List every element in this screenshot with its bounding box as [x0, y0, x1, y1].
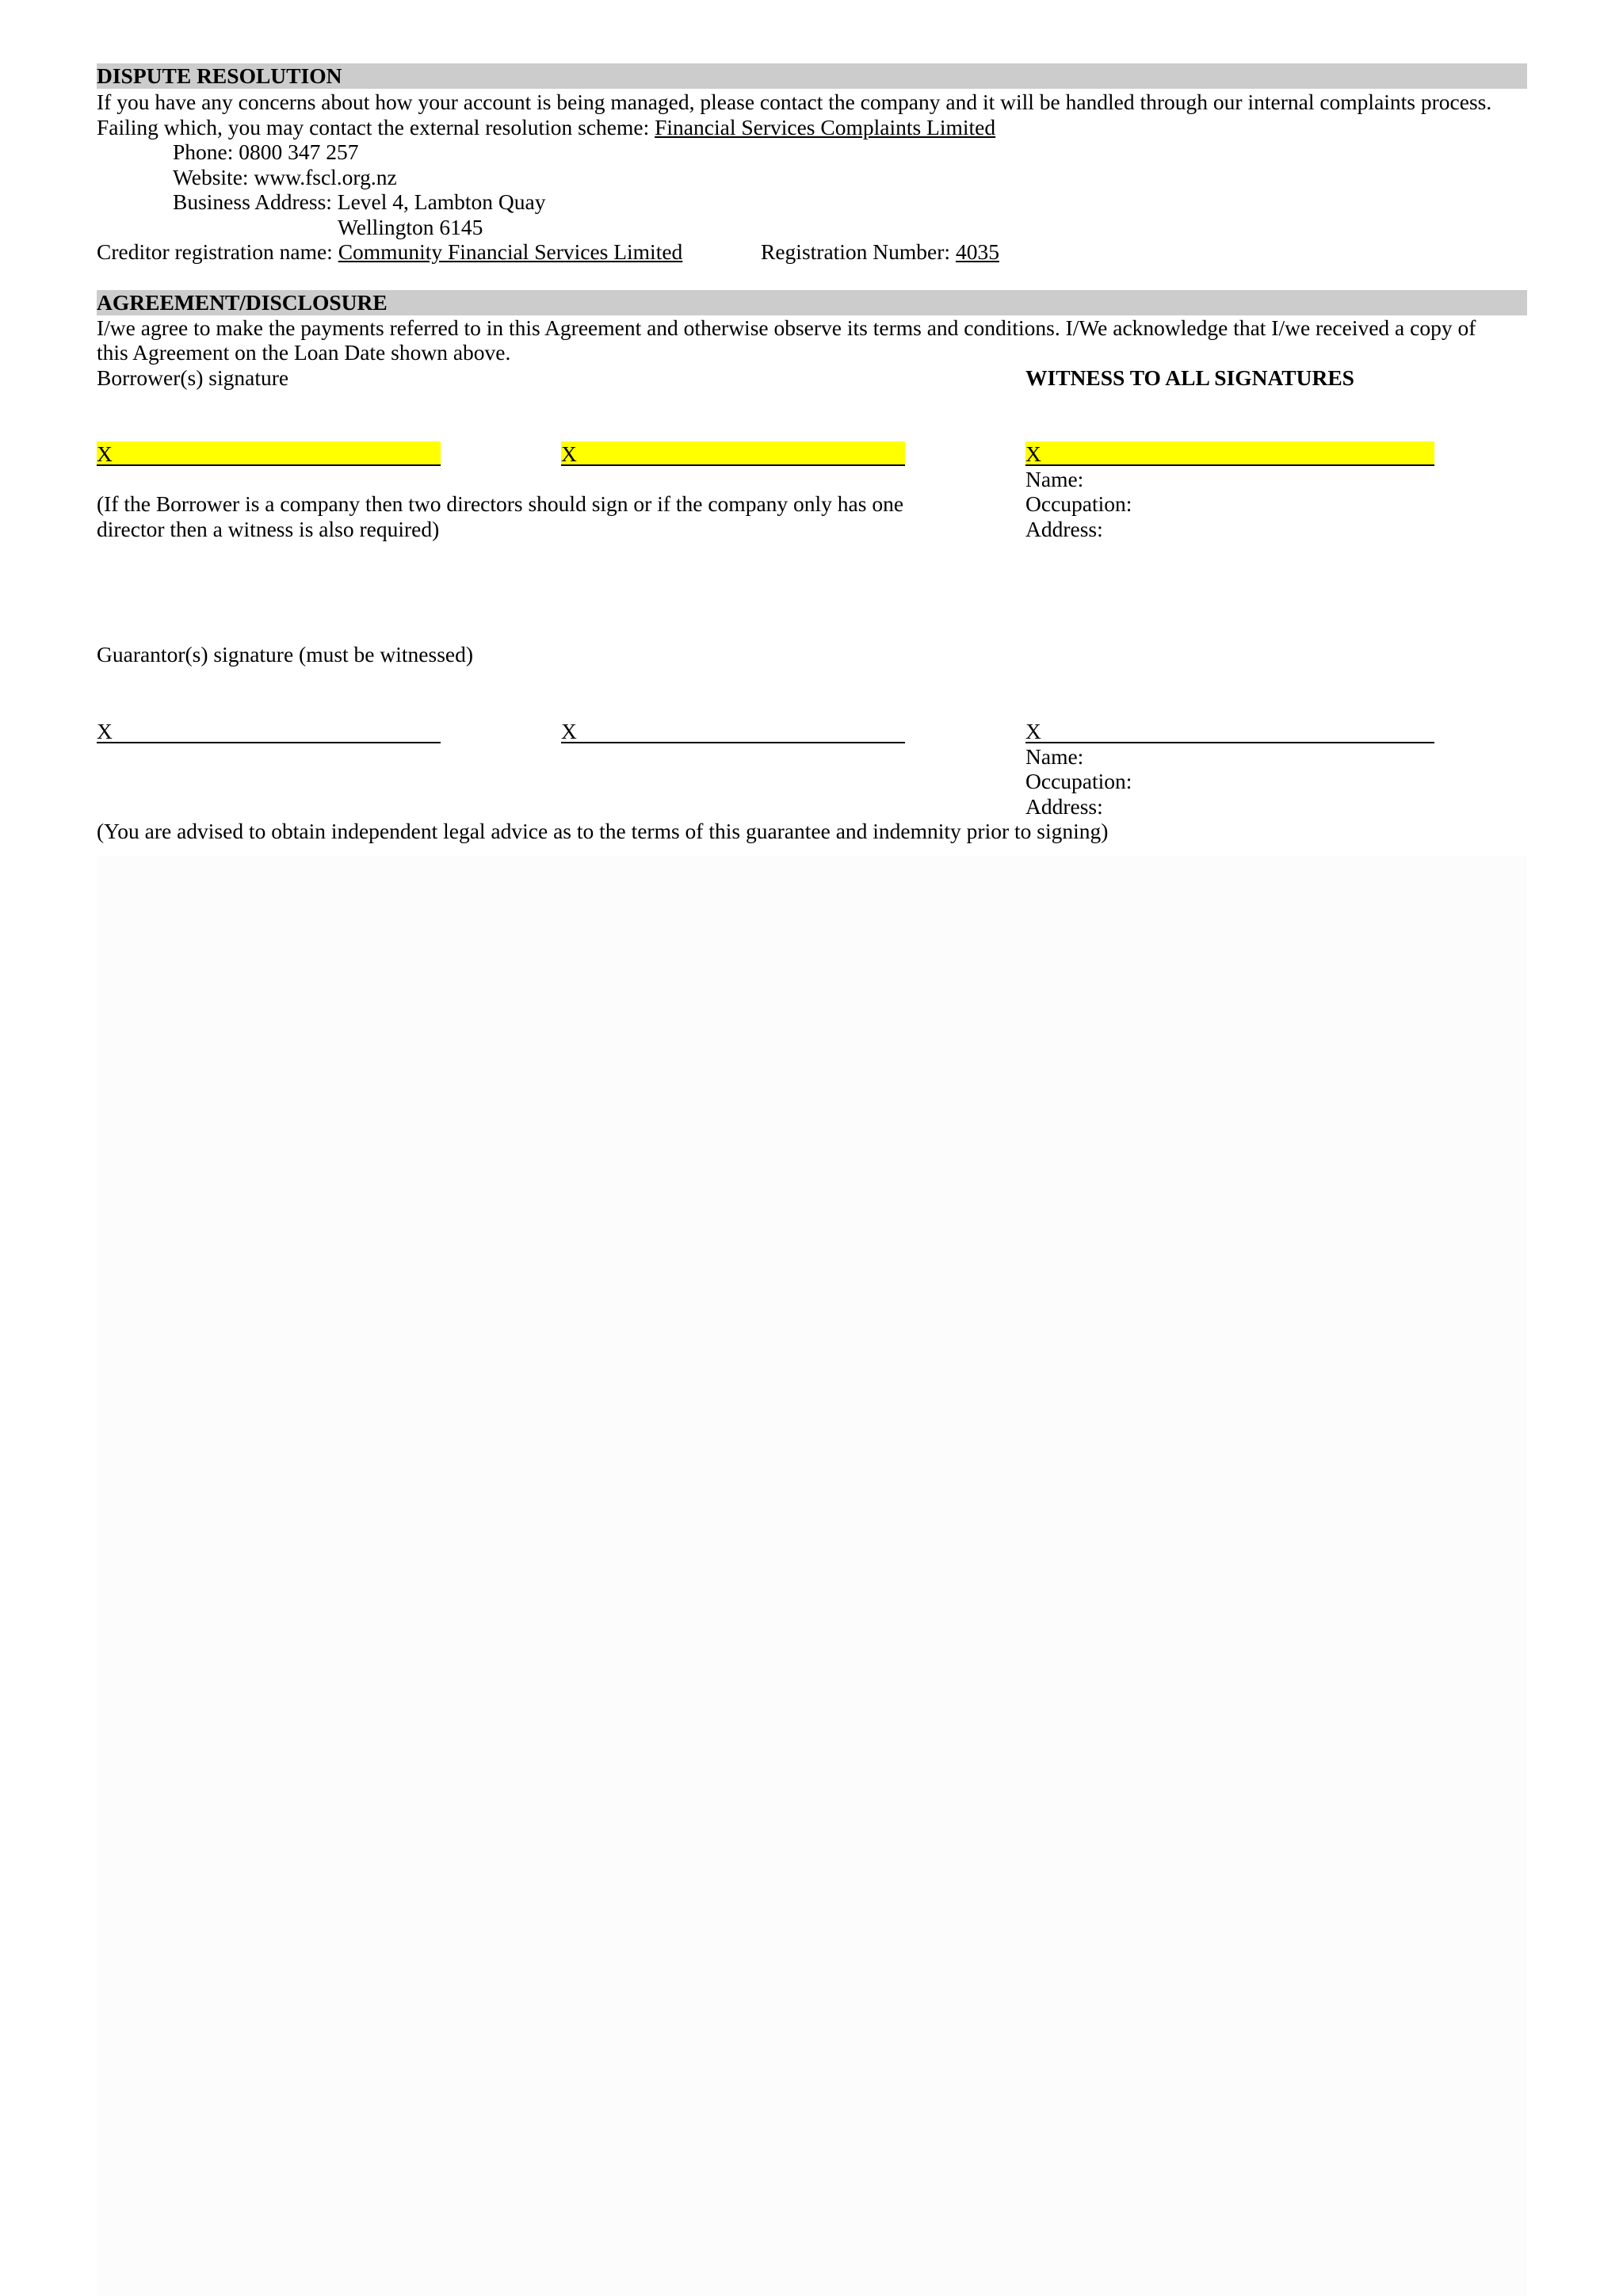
dispute-line-1: If you have any concerns about how your account is being managed, please contact the company and it will be handled through our internal complaints process. — [97, 90, 1492, 114]
dispute-line-2 — [97, 115, 995, 140]
dispute-resolution-heading: DISPUTE RESOLUTION — [97, 63, 1527, 89]
registration-number-row — [761, 239, 999, 265]
guarantor-signature-2[interactable]: X — [561, 719, 905, 743]
witness-signature-guarantor[interactable]: X — [1025, 719, 1434, 743]
borrower-signature-2[interactable]: X — [561, 441, 905, 466]
witness-address-label: Address: — [1025, 517, 1103, 541]
guarantor-witness-name-label: Name: — [1025, 744, 1084, 769]
creditor-label: Creditor registration name: — [97, 239, 338, 264]
agreement-line-2: this Agreement on the Loan Date shown above. — [97, 340, 511, 365]
borrower-signature-label: Borrower(s) signature — [97, 365, 289, 390]
page-background-band — [97, 856, 1527, 2296]
borrower-signature-1[interactable]: X — [97, 441, 441, 466]
scheme-phone: Phone: 0800 347 257 — [173, 139, 359, 164]
creditor-name: Community Financial Services Limited — [338, 239, 683, 264]
guarantor-witness-address-label: Address: — [1025, 794, 1103, 819]
agreement-line-1: I/we agree to make the payments referred to in this Agreement and otherwise observe its terms and conditions. I/We acknowledge that I/we received a copy of — [97, 315, 1476, 340]
guarantor-witness-occupation-label: Occupation: — [1025, 769, 1132, 793]
guarantor-signature-label: Guarantor(s) signature (must be witnessed) — [97, 642, 474, 667]
registration-number: 4035 — [955, 239, 999, 264]
scheme-address-line-1: Business Address: Level 4, Lambton Quay — [173, 189, 546, 214]
legal-advice-note: (You are advised to obtain independent legal advice as to the terms of this guarantee and indemnity prior to signing) — [97, 819, 1109, 843]
company-note-line-1: (If the Borrower is a company then two directors should sign or if the company only has one — [97, 491, 904, 516]
witness-signature-borrower[interactable]: X — [1025, 441, 1434, 466]
witness-occupation-label: Occupation: — [1025, 491, 1132, 516]
guarantor-signature-1[interactable]: X — [97, 719, 441, 743]
creditor-registration-row — [97, 239, 682, 265]
agreement-disclosure-heading: AGREEMENT/DISCLOSURE — [97, 290, 1527, 315]
dispute-line-2-prefix: Failing which, you may contact the external resolution scheme: — [97, 115, 655, 139]
company-note-line-2: director then a witness is also required) — [97, 517, 440, 541]
scheme-website: Website: www.fscl.org.nz — [173, 165, 397, 189]
scheme-address-line-2: Wellington 6145 — [338, 215, 483, 239]
registration-label: Registration Number: — [761, 239, 956, 264]
scheme-name-link[interactable]: Financial Services Complaints Limited — [655, 115, 996, 139]
witness-name-label: Name: — [1025, 467, 1084, 491]
witness-heading: WITNESS TO ALL SIGNATURES — [1025, 365, 1354, 390]
